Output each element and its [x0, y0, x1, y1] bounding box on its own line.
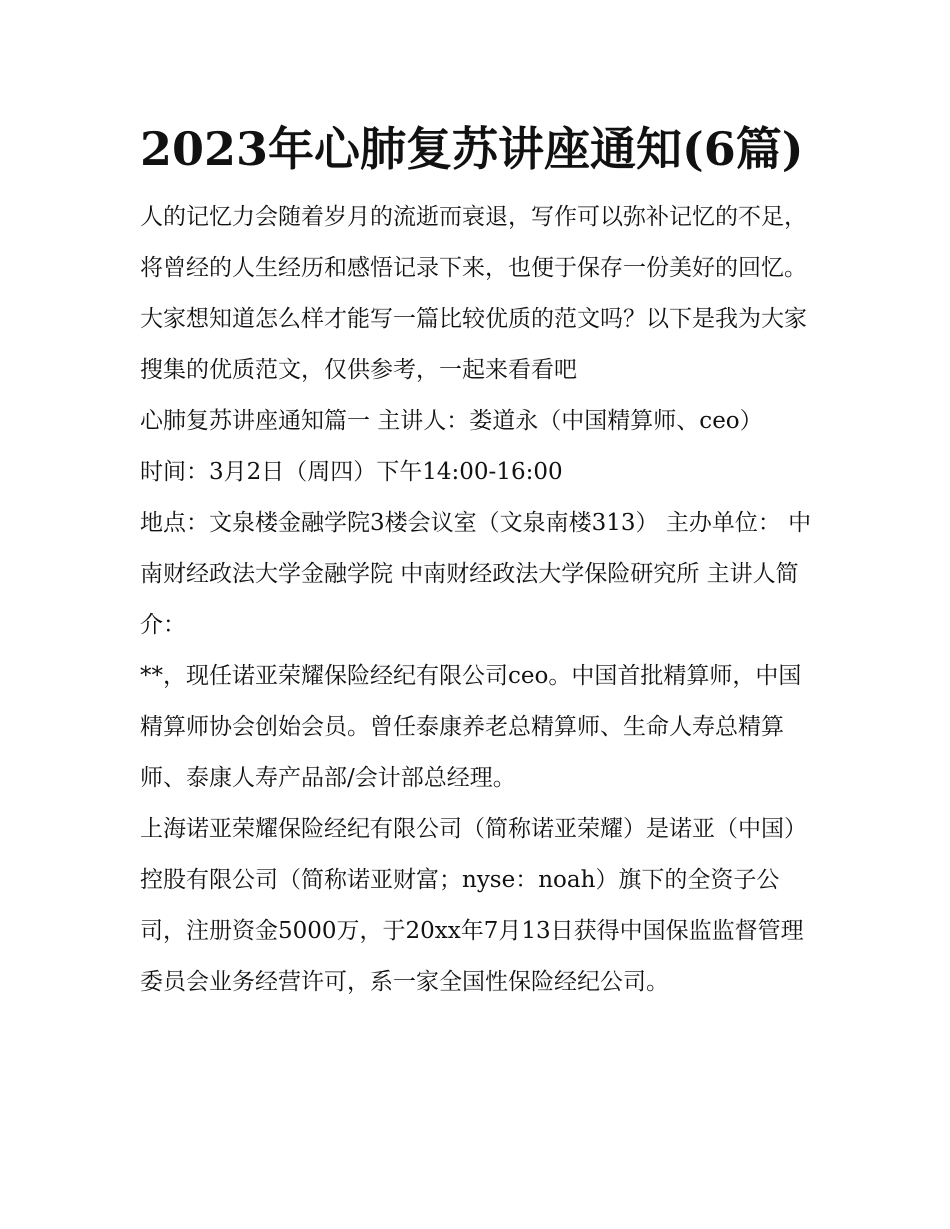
paragraph-time: 时间：3月2日（周四）下午14:00-16:00 — [140, 459, 563, 485]
document-title: 2023年心肺复苏讲座通知(6篇) — [140, 122, 804, 176]
paragraph-intro: 人的记忆力会随着岁月的流逝而衰退，写作可以弥补记忆的不足，将曾经的人生经历和感悟记录下来，也便于保存一份美好的回忆。大家想知道怎么样才能写一篇比较优质的范文吗？以下是我为大家搜集的优质范文，仅供参考，一起来看看吧 — [140, 204, 807, 383]
paragraph-company-intro: 上海诺亚荣耀保险经纪有限公司（简称诺亚荣耀）是诺亚（中国）控股有限公司（简称诺亚财富；nyse：noah）旗下的全资子公司，注册资金5000万，于20xx年7月13日获得中国保监监督管理委员会业务经营许可，系一家全国性保险经纪公司。 — [140, 816, 807, 995]
paragraph-location: 地点：文泉楼金融学院3楼会议室（文泉南楼313） 主办单位： 中南财经政法大学金融学院 中南财经政法大学保险研究所 主讲人简介： — [140, 510, 812, 638]
paragraph-speaker-bio: **，现任诺亚荣耀保险经纪有限公司ceo。中国首批精算师，中国精算师协会创始会员。曾任泰康养老总精算师、生命人寿总精算师、泰康人寿产品部/会计部总经理。 — [140, 663, 802, 791]
document-body — [140, 192, 812, 1008]
document-page — [140, 118, 812, 1008]
paragraph-speaker: 心肺复苏讲座通知篇一 主讲人：娄道永（中国精算师、ceo） — [140, 408, 763, 434]
